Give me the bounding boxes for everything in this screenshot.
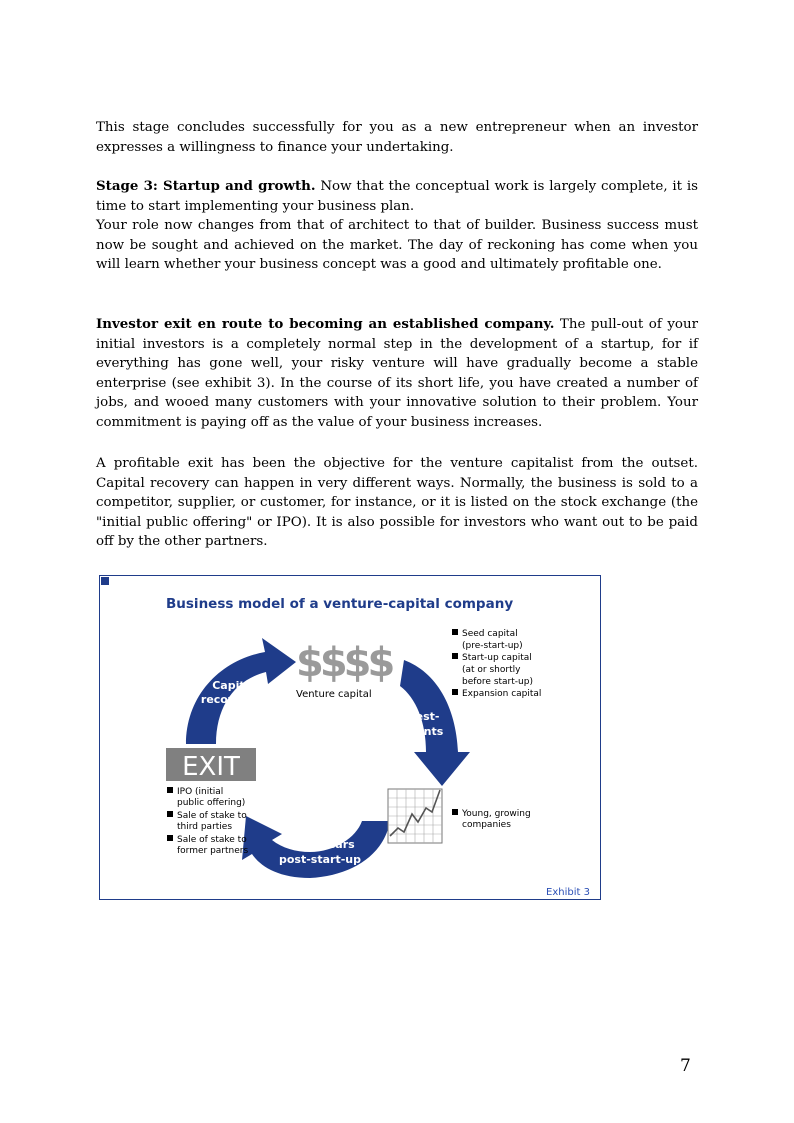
bullet-icon bbox=[167, 787, 173, 793]
exit-label: EXIT bbox=[182, 752, 240, 782]
page-number: 7 bbox=[680, 1056, 691, 1076]
bullet-icon bbox=[167, 811, 173, 817]
bullet-icon bbox=[167, 835, 173, 841]
exhibit-title: Business model of a venture-capital company bbox=[166, 596, 514, 612]
exit-option: Sale of stake to bbox=[177, 835, 247, 845]
growing-companies-label: Young, growing bbox=[462, 809, 531, 819]
bullet-icon bbox=[452, 809, 458, 815]
investments-arrow bbox=[400, 660, 470, 786]
capital-type: Start-up capital bbox=[462, 653, 532, 663]
investments-label: Invest- bbox=[396, 710, 440, 723]
bullet-icon bbox=[452, 653, 458, 659]
capital-types-list bbox=[452, 629, 541, 699]
exhibit-3-figure bbox=[99, 575, 601, 900]
capital-type: (pre-start-up) bbox=[462, 641, 523, 651]
capital-recovery-label: recovery bbox=[200, 693, 256, 706]
capital-type: before start-up) bbox=[462, 677, 533, 687]
exit-option: IPO (initial bbox=[177, 787, 224, 797]
paragraph-5: A profitable exit has been the objective for the venture capitalist from the outset. Capital recovery can happen in very different ways. Normally, the business is sold to a competitor, supplier, or customer, for instance, or it is listed on the stock exchange (the "initial public offering" or IPO). It is also possible for investors who want out to be paid off by the other partners. bbox=[96, 456, 698, 550]
exit-body: The pull-out of your initial investors is a completely normal step in the development of a startup, for if everything has gone well, your risky venture will have gradually become a stable enterprise (see exhibit 3). In the course of its short life, you have created a number of jobs, and wooed many customers with your innovative solution to their problem. Your commitment is paying off as the value of your business increases. bbox=[96, 317, 698, 430]
body-text-exit bbox=[96, 315, 698, 433]
capital-type: (at or shortly bbox=[462, 665, 521, 675]
paragraph-1: This stage concludes successfully for you as a new entrepreneur when an investor expresses a willingness to finance your undertaking. bbox=[96, 120, 698, 155]
capital-type: Expansion capital bbox=[462, 689, 542, 699]
dollar-signs-icon: $$$$ bbox=[296, 640, 392, 686]
exit-option: public offering) bbox=[177, 798, 246, 808]
capital-recovery-label: Capital bbox=[212, 679, 256, 692]
stage3-body: Now that the conceptual work is largely complete, it is time to start implementing your business plan. bbox=[96, 179, 698, 214]
stage3-heading: Stage 3: Startup and growth. bbox=[96, 178, 316, 194]
growth-chart-icon bbox=[388, 789, 442, 843]
venture-capital-label: Venture capital bbox=[296, 689, 372, 700]
exit-heading: Investor exit en route to becoming an established company. bbox=[96, 316, 555, 332]
growing-companies-label: companies bbox=[462, 820, 511, 830]
exit-option: Sale of stake to bbox=[177, 811, 247, 821]
timeframe-label: 5 - 8 years bbox=[289, 838, 355, 851]
bullet-icon bbox=[452, 689, 458, 695]
exit-option: former partners bbox=[177, 846, 249, 856]
timeframe-label: post-start-up bbox=[279, 853, 361, 866]
body-text-stage3 bbox=[96, 177, 698, 275]
body-text-recovery bbox=[96, 454, 698, 552]
bullet-icon bbox=[452, 629, 458, 635]
exit-options-list bbox=[167, 787, 248, 856]
exit-option: third parties bbox=[177, 822, 233, 832]
exhibit-diagram bbox=[100, 576, 600, 899]
paragraph-3: Your role now changes from that of architect to that of builder. Business success must now be sought and achieved on the market. The day of reckoning has come when you will learn whether your business concept was a good and ultimately profitable one. bbox=[96, 218, 698, 273]
exhibit-caption: Exhibit 3 bbox=[546, 887, 590, 898]
investments-label: ments bbox=[404, 725, 444, 738]
paragraph-4 bbox=[96, 315, 698, 433]
capital-type: Seed capital bbox=[462, 629, 518, 639]
paragraph-2 bbox=[96, 177, 698, 216]
corner-marker bbox=[101, 577, 109, 585]
body-text bbox=[96, 118, 698, 157]
